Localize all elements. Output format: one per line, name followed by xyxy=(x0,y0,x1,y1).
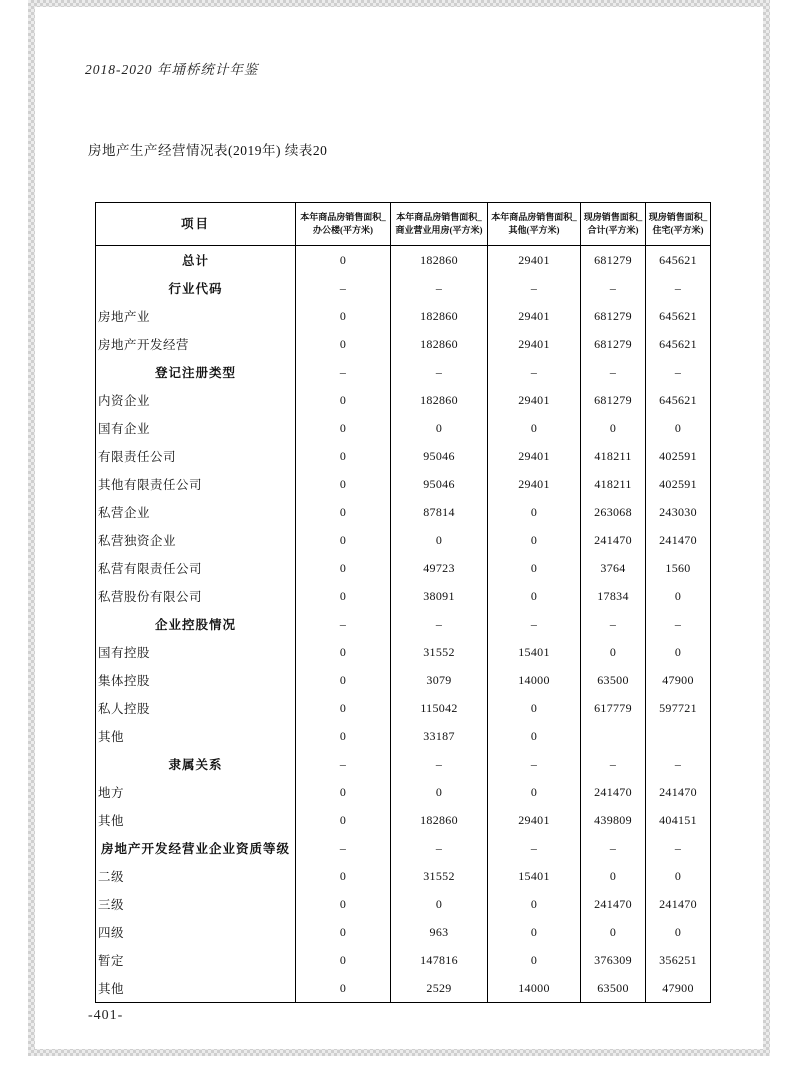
cell-value: – xyxy=(296,834,391,862)
cell-value: 356251 xyxy=(646,946,711,974)
cell-value: – xyxy=(581,610,646,638)
cell-value: 182860 xyxy=(391,246,488,275)
cell-value: 0 xyxy=(296,666,391,694)
table-row xyxy=(96,610,711,638)
cell-value: 0 xyxy=(488,414,581,442)
cell-value: 29401 xyxy=(488,806,581,834)
cell-value: – xyxy=(646,274,711,302)
cell-value: 63500 xyxy=(581,974,646,1003)
row-label: 行业代码 xyxy=(96,274,296,302)
cell-value: 0 xyxy=(391,890,488,918)
cell-value: 0 xyxy=(581,414,646,442)
cell-value: 241470 xyxy=(646,526,711,554)
table-row xyxy=(96,778,711,806)
table-row xyxy=(96,358,711,386)
table-row xyxy=(96,386,711,414)
column-header-item: 项目 xyxy=(96,203,296,246)
table-row xyxy=(96,582,711,610)
cell-value: – xyxy=(488,274,581,302)
row-label: 其他 xyxy=(96,974,296,1003)
table-row xyxy=(96,498,711,526)
row-label: 地方 xyxy=(96,778,296,806)
cell-value: – xyxy=(296,610,391,638)
cell-value: 38091 xyxy=(391,582,488,610)
cell-value: 597721 xyxy=(646,694,711,722)
table-row xyxy=(96,414,711,442)
row-label: 其他 xyxy=(96,722,296,750)
cell-value: 963 xyxy=(391,918,488,946)
table-row xyxy=(96,722,711,750)
cell-value: 147816 xyxy=(391,946,488,974)
table-row xyxy=(96,470,711,498)
cell-value: 0 xyxy=(296,330,391,358)
cell-value: 0 xyxy=(488,582,581,610)
cell-value: 0 xyxy=(488,554,581,582)
cell-value: 0 xyxy=(296,386,391,414)
row-label: 其他 xyxy=(96,806,296,834)
cell-value: 0 xyxy=(391,778,488,806)
cell-value: 115042 xyxy=(391,694,488,722)
cell-value: 0 xyxy=(646,638,711,666)
cell-value: 681279 xyxy=(581,386,646,414)
cell-value: – xyxy=(488,610,581,638)
cell-value: 241470 xyxy=(646,778,711,806)
row-label: 私营独资企业 xyxy=(96,526,296,554)
cell-value: 0 xyxy=(391,414,488,442)
row-label: 暂定 xyxy=(96,946,296,974)
row-label: 总计 xyxy=(96,246,296,275)
row-label: 四级 xyxy=(96,918,296,946)
table-row xyxy=(96,750,711,778)
cell-value: 0 xyxy=(296,946,391,974)
cell-value: – xyxy=(391,274,488,302)
cell-value: 95046 xyxy=(391,442,488,470)
cell-value: 0 xyxy=(391,526,488,554)
cell-value: 0 xyxy=(646,918,711,946)
cell-value: 47900 xyxy=(646,974,711,1003)
cell-value: 243030 xyxy=(646,498,711,526)
cell-value: 14000 xyxy=(488,974,581,1003)
cell-value: 33187 xyxy=(391,722,488,750)
cell-value: 15401 xyxy=(488,638,581,666)
table-title: 房地产生产经营情况表(2019年) 续表20 xyxy=(88,143,328,158)
cell-value: 2529 xyxy=(391,974,488,1003)
row-label: 房地产开发经营业企业资质等级 xyxy=(96,834,296,862)
row-label: 登记注册类型 xyxy=(96,358,296,386)
cell-value: 0 xyxy=(296,974,391,1003)
cell-value: – xyxy=(581,358,646,386)
cell-value: 241470 xyxy=(581,890,646,918)
cell-value: 182860 xyxy=(391,330,488,358)
cell-value: 0 xyxy=(296,470,391,498)
cell-value: – xyxy=(646,610,711,638)
column-header: 本年商品房销售面积_其他(平方米) xyxy=(488,203,581,246)
cell-value xyxy=(581,722,646,750)
cell-value: 645621 xyxy=(646,302,711,330)
cell-value: 0 xyxy=(296,694,391,722)
cell-value: 0 xyxy=(296,302,391,330)
cell-value: 0 xyxy=(296,638,391,666)
cell-value: – xyxy=(488,358,581,386)
cell-value: 0 xyxy=(488,526,581,554)
cell-value: 241470 xyxy=(646,890,711,918)
cell-value: 29401 xyxy=(488,302,581,330)
column-header: 本年商品房销售面积_办公楼(平方米) xyxy=(296,203,391,246)
cell-value: 645621 xyxy=(646,246,711,275)
cell-value: 0 xyxy=(296,582,391,610)
cell-value: 617779 xyxy=(581,694,646,722)
cell-value: 0 xyxy=(296,554,391,582)
cell-value: 681279 xyxy=(581,330,646,358)
cell-value: 182860 xyxy=(391,302,488,330)
row-label: 私人控股 xyxy=(96,694,296,722)
cell-value: 0 xyxy=(581,638,646,666)
cell-value: 29401 xyxy=(488,386,581,414)
page-number: -401- xyxy=(88,1008,124,1023)
cell-value: 0 xyxy=(296,246,391,275)
cell-value: – xyxy=(646,358,711,386)
cell-value: 182860 xyxy=(391,806,488,834)
row-label: 房地产开发经营 xyxy=(96,330,296,358)
cell-value: 0 xyxy=(296,862,391,890)
cell-value: – xyxy=(391,834,488,862)
cell-value: 0 xyxy=(488,946,581,974)
row-label: 私营有限责任公司 xyxy=(96,554,296,582)
cell-value: 182860 xyxy=(391,386,488,414)
cell-value: 31552 xyxy=(391,638,488,666)
cell-value: 241470 xyxy=(581,778,646,806)
cell-value: 0 xyxy=(646,862,711,890)
cell-value: 0 xyxy=(296,498,391,526)
cell-value: 1560 xyxy=(646,554,711,582)
cell-value: 0 xyxy=(488,722,581,750)
table-body xyxy=(96,246,711,1003)
cell-value: – xyxy=(296,358,391,386)
table-row xyxy=(96,302,711,330)
column-header: 本年商品房销售面积_商业营业用房(平方米) xyxy=(391,203,488,246)
column-header: 现房销售面积_住宅(平方米) xyxy=(646,203,711,246)
table-row xyxy=(96,330,711,358)
cell-value: – xyxy=(391,358,488,386)
cell-value: 0 xyxy=(296,918,391,946)
cell-value: 0 xyxy=(296,442,391,470)
cell-value: 402591 xyxy=(646,470,711,498)
cell-value: 0 xyxy=(488,890,581,918)
cell-value: – xyxy=(646,834,711,862)
cell-value: 31552 xyxy=(391,862,488,890)
row-label: 房地产业 xyxy=(96,302,296,330)
cell-value: 241470 xyxy=(581,526,646,554)
cell-value: 0 xyxy=(296,890,391,918)
cell-value: – xyxy=(488,834,581,862)
table-row xyxy=(96,862,711,890)
cell-value: – xyxy=(488,750,581,778)
cell-value: 402591 xyxy=(646,442,711,470)
row-label: 国有企业 xyxy=(96,414,296,442)
table-header-row xyxy=(96,203,711,246)
cell-value: 49723 xyxy=(391,554,488,582)
table-row xyxy=(96,526,711,554)
cell-value: – xyxy=(391,750,488,778)
cell-value: 645621 xyxy=(646,330,711,358)
cell-value: 17834 xyxy=(581,582,646,610)
yearbook-header: 2018-2020 年埇桥统计年鉴 xyxy=(85,62,259,77)
cell-value: 87814 xyxy=(391,498,488,526)
cell-value: 15401 xyxy=(488,862,581,890)
cell-value: – xyxy=(391,610,488,638)
cell-value: 681279 xyxy=(581,246,646,275)
cell-value: – xyxy=(296,274,391,302)
cell-value: – xyxy=(581,750,646,778)
row-label: 隶属关系 xyxy=(96,750,296,778)
cell-value: 404151 xyxy=(646,806,711,834)
table-row xyxy=(96,274,711,302)
cell-value: 418211 xyxy=(581,442,646,470)
table-row xyxy=(96,246,711,275)
table-row xyxy=(96,946,711,974)
table-row xyxy=(96,890,711,918)
cell-value: 418211 xyxy=(581,470,646,498)
column-header: 现房销售面积_合计(平方米) xyxy=(581,203,646,246)
cell-value: 0 xyxy=(581,862,646,890)
cell-value: 0 xyxy=(296,414,391,442)
cell-value: 29401 xyxy=(488,470,581,498)
table-row xyxy=(96,694,711,722)
table-row xyxy=(96,918,711,946)
cell-value: 95046 xyxy=(391,470,488,498)
cell-value: – xyxy=(296,750,391,778)
row-label: 二级 xyxy=(96,862,296,890)
cell-value: 29401 xyxy=(488,246,581,275)
row-label: 国有控股 xyxy=(96,638,296,666)
cell-value xyxy=(646,722,711,750)
cell-value: 681279 xyxy=(581,302,646,330)
cell-value: 0 xyxy=(488,778,581,806)
row-label: 三级 xyxy=(96,890,296,918)
row-label: 其他有限责任公司 xyxy=(96,470,296,498)
row-label: 私营企业 xyxy=(96,498,296,526)
cell-value: 0 xyxy=(296,806,391,834)
cell-value: 263068 xyxy=(581,498,646,526)
cell-value: 29401 xyxy=(488,442,581,470)
row-label: 集体控股 xyxy=(96,666,296,694)
cell-value: – xyxy=(581,274,646,302)
table-row xyxy=(96,442,711,470)
table-row xyxy=(96,666,711,694)
cell-value: – xyxy=(581,834,646,862)
cell-value: 439809 xyxy=(581,806,646,834)
statistics-table xyxy=(95,202,711,1003)
cell-value: 0 xyxy=(646,582,711,610)
cell-value: 0 xyxy=(296,722,391,750)
cell-value: 14000 xyxy=(488,666,581,694)
cell-value: 47900 xyxy=(646,666,711,694)
table-row xyxy=(96,638,711,666)
row-label: 有限责任公司 xyxy=(96,442,296,470)
cell-value: 0 xyxy=(488,694,581,722)
cell-value: 0 xyxy=(581,918,646,946)
cell-value: 63500 xyxy=(581,666,646,694)
table-row xyxy=(96,554,711,582)
cell-value: 0 xyxy=(646,414,711,442)
cell-value: 0 xyxy=(488,498,581,526)
cell-value: 0 xyxy=(296,778,391,806)
cell-value: 3764 xyxy=(581,554,646,582)
table-row xyxy=(96,834,711,862)
cell-value: 376309 xyxy=(581,946,646,974)
cell-value: 29401 xyxy=(488,330,581,358)
cell-value: 645621 xyxy=(646,386,711,414)
row-label: 私营股份有限公司 xyxy=(96,582,296,610)
cell-value: 3079 xyxy=(391,666,488,694)
cell-value: 0 xyxy=(296,526,391,554)
table-row xyxy=(96,806,711,834)
table-row xyxy=(96,974,711,1003)
cell-value: 0 xyxy=(488,918,581,946)
row-label: 企业控股情况 xyxy=(96,610,296,638)
cell-value: – xyxy=(646,750,711,778)
row-label: 内资企业 xyxy=(96,386,296,414)
